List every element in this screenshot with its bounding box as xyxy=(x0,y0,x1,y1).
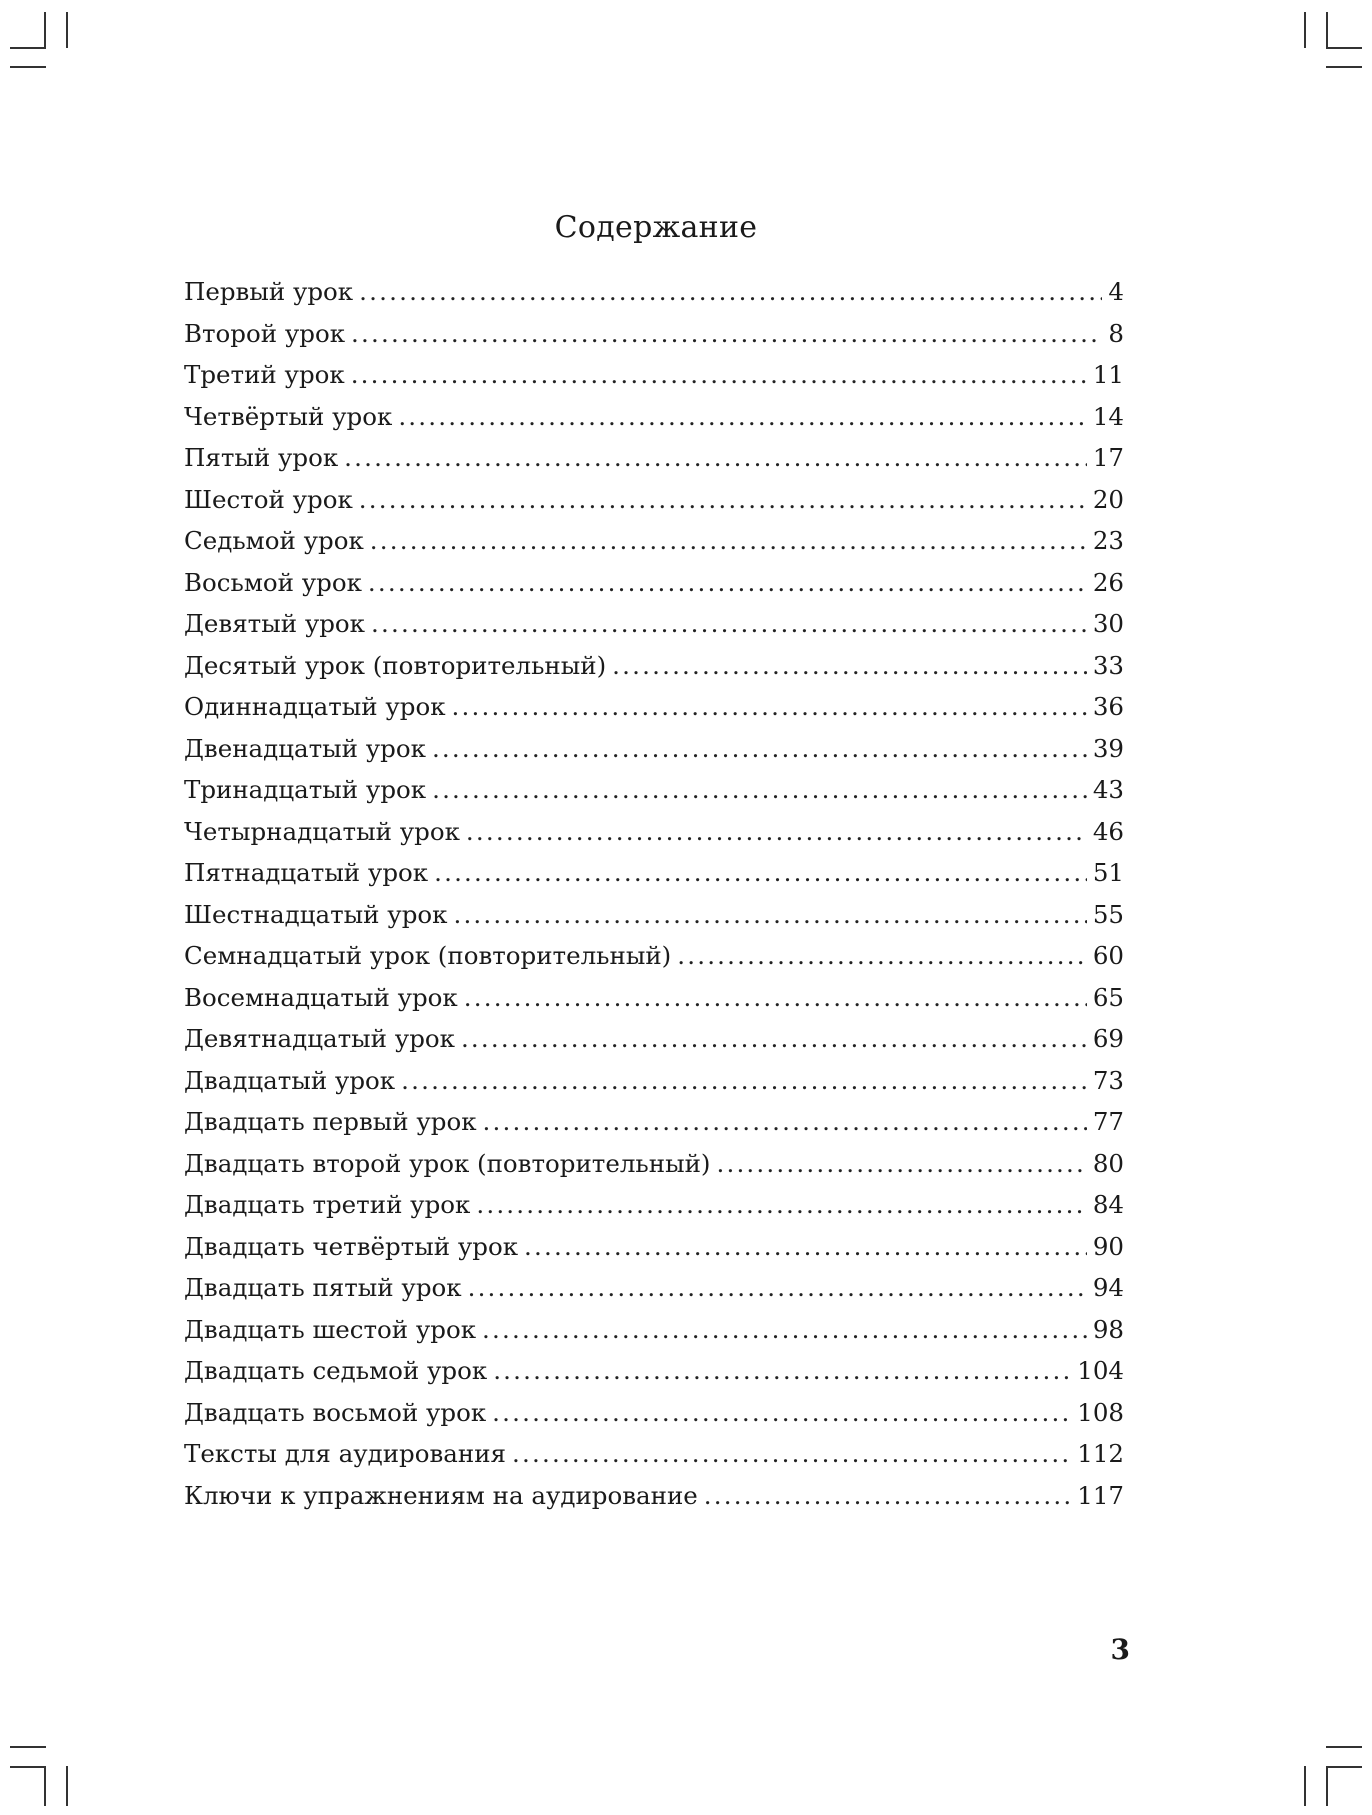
dot-leader xyxy=(524,1232,1087,1261)
crop-mark xyxy=(1326,66,1362,68)
toc-entry-title: Ключи к упражнениям на аудирование xyxy=(184,1480,698,1510)
toc-entry[interactable] xyxy=(184,1024,1124,1066)
toc-entry[interactable] xyxy=(184,609,1124,651)
toc-entry-title: Девятнадцатый урок xyxy=(184,1024,455,1053)
toc-entry-title: Десятый урок (повторительный) xyxy=(184,650,607,680)
toc-entry-page: 17 xyxy=(1092,443,1124,472)
dot-leader xyxy=(351,360,1087,389)
toc-entry-page: 112 xyxy=(1077,1439,1124,1468)
toc-entry-title: Второй урок xyxy=(184,318,346,348)
toc-entry[interactable] xyxy=(184,1149,1124,1191)
dot-leader xyxy=(432,734,1087,763)
toc-entry-page: 11 xyxy=(1092,360,1124,389)
dot-leader xyxy=(704,1481,1071,1510)
dot-leader xyxy=(493,1356,1071,1385)
crop-mark xyxy=(1304,12,1306,48)
toc-entry[interactable] xyxy=(184,983,1124,1025)
toc-entry[interactable] xyxy=(184,1356,1124,1398)
crop-mark xyxy=(66,12,68,48)
toc-entry-page: 36 xyxy=(1092,692,1124,721)
toc-entry-title: Двенадцатый урок xyxy=(184,733,426,763)
toc-entry-page: 60 xyxy=(1092,941,1124,970)
toc-entry-title: Двадцатый урок xyxy=(184,1065,396,1095)
page-title: Содержание xyxy=(554,210,758,246)
dot-leader xyxy=(370,526,1087,555)
toc-entry-title: Первый урок xyxy=(184,277,354,306)
toc-entry-title: Пятнадцатый урок xyxy=(184,858,429,887)
toc-entry[interactable] xyxy=(184,858,1124,900)
toc-entry-title: Восемнадцатый урок xyxy=(184,982,458,1012)
dot-leader xyxy=(476,1190,1086,1219)
toc-entry-page: 65 xyxy=(1092,982,1124,1012)
crop-mark xyxy=(10,66,46,68)
crop-mark xyxy=(44,1766,46,1806)
toc-entry-title: Семнадцатый урок (повторительный) xyxy=(184,941,672,970)
toc-entry[interactable] xyxy=(184,402,1124,444)
toc-entry[interactable] xyxy=(184,817,1124,859)
crop-mark xyxy=(66,1766,68,1806)
crop-mark xyxy=(1326,12,1328,48)
toc-entry-title: Тринадцатый урок xyxy=(184,775,427,804)
dot-leader xyxy=(434,858,1087,887)
toc-entry[interactable] xyxy=(184,360,1124,402)
toc-entry-title: Двадцать второй урок (повторительный) xyxy=(184,1148,711,1178)
toc-entry[interactable] xyxy=(184,734,1124,776)
dot-leader xyxy=(677,941,1087,970)
toc-entry-title: Четвёртый урок xyxy=(184,401,393,431)
crop-mark xyxy=(10,47,46,49)
toc-entry-page: 94 xyxy=(1092,1273,1124,1302)
dot-leader xyxy=(371,609,1087,638)
toc-entry-title: Двадцать шестой урок xyxy=(184,1314,477,1344)
toc-entry-title: Девятый урок xyxy=(184,609,365,638)
toc-entry[interactable] xyxy=(184,1398,1124,1440)
dot-leader xyxy=(466,817,1087,846)
toc-entry[interactable] xyxy=(184,1190,1124,1232)
toc-entry[interactable] xyxy=(184,1315,1124,1357)
toc-entry[interactable] xyxy=(184,277,1124,319)
dot-leader xyxy=(453,900,1086,929)
toc-entry-page: 80 xyxy=(1092,1148,1124,1178)
toc-entry-title: Двадцать восьмой урок xyxy=(184,1397,487,1427)
dot-leader xyxy=(461,1024,1087,1053)
toc-entry-page: 4 xyxy=(1108,277,1124,306)
toc-entry-title: Двадцать седьмой урок xyxy=(184,1356,488,1385)
dot-leader xyxy=(344,443,1087,472)
toc-entry[interactable] xyxy=(184,1107,1124,1149)
toc-entry-page: 73 xyxy=(1092,1065,1124,1095)
toc-entry-title: Одиннадцатый урок xyxy=(184,692,446,721)
toc-entry-page: 30 xyxy=(1092,609,1124,638)
toc-entry[interactable] xyxy=(184,1273,1124,1315)
toc-entry-page: 14 xyxy=(1092,401,1124,431)
toc-entry[interactable] xyxy=(184,692,1124,734)
toc-entry-page: 98 xyxy=(1092,1314,1124,1344)
table-of-contents xyxy=(184,277,1124,1522)
crop-mark xyxy=(1304,1766,1306,1806)
toc-entry-title: Двадцать четвёртый урок xyxy=(184,1231,519,1261)
toc-entry-page: 77 xyxy=(1092,1107,1124,1136)
crop-mark xyxy=(10,1746,46,1748)
dot-leader xyxy=(432,775,1087,804)
dot-leader xyxy=(368,568,1087,597)
dot-leader xyxy=(359,277,1102,306)
toc-entry-page: 46 xyxy=(1092,816,1124,846)
toc-entry-page: 104 xyxy=(1077,1356,1124,1385)
toc-entry-page: 69 xyxy=(1092,1024,1124,1053)
toc-entry-title: Третий урок xyxy=(184,360,345,389)
toc-entry-title: Тексты для аудирования xyxy=(184,1439,506,1468)
toc-entry-title: Четырнадцатый урок xyxy=(184,816,460,846)
dot-leader xyxy=(401,1066,1087,1095)
dot-leader xyxy=(492,1398,1071,1427)
dot-leader xyxy=(398,402,1087,431)
dot-leader xyxy=(612,651,1087,680)
toc-entry-title: Двадцать пятый урок xyxy=(184,1273,462,1302)
toc-entry[interactable] xyxy=(184,568,1124,610)
toc-entry[interactable] xyxy=(184,485,1124,527)
crop-mark xyxy=(10,1766,46,1768)
toc-entry-page: 26 xyxy=(1092,567,1124,597)
toc-entry-page: 90 xyxy=(1092,1231,1124,1261)
toc-entry-page: 39 xyxy=(1092,733,1124,763)
toc-entry-title: Пятый урок xyxy=(184,443,339,472)
toc-entry-page: 43 xyxy=(1092,775,1124,804)
toc-entry[interactable] xyxy=(184,775,1124,817)
toc-entry-title: Двадцать первый урок xyxy=(184,1107,477,1136)
toc-entry[interactable] xyxy=(184,941,1124,983)
toc-entry[interactable] xyxy=(184,1066,1124,1108)
dot-leader xyxy=(464,983,1087,1012)
toc-entry[interactable] xyxy=(184,526,1124,568)
crop-mark xyxy=(44,12,46,48)
toc-entry[interactable] xyxy=(184,1439,1124,1481)
dot-leader xyxy=(452,692,1087,721)
toc-entry-page: 55 xyxy=(1092,899,1124,929)
page-number: 3 xyxy=(1110,1633,1130,1666)
toc-entry-page: 8 xyxy=(1108,318,1124,348)
toc-entry-page: 20 xyxy=(1092,484,1124,514)
toc-entry[interactable] xyxy=(184,443,1124,485)
dot-leader xyxy=(351,319,1102,348)
toc-entry-title: Восьмой урок xyxy=(184,567,362,597)
crop-mark xyxy=(1326,1746,1362,1748)
toc-entry-title: Шестнадцатый урок xyxy=(184,899,448,929)
dot-leader xyxy=(482,1315,1087,1344)
toc-entry-page: 117 xyxy=(1077,1480,1124,1510)
crop-mark xyxy=(1326,47,1362,49)
crop-mark xyxy=(1326,1766,1362,1768)
dot-leader xyxy=(468,1273,1087,1302)
dot-leader xyxy=(716,1149,1086,1178)
dot-leader xyxy=(359,485,1087,514)
toc-entry[interactable] xyxy=(184,319,1124,361)
toc-entry-page: 108 xyxy=(1077,1397,1124,1427)
toc-entry[interactable] xyxy=(184,900,1124,942)
toc-entry-title: Двадцать третий урок xyxy=(184,1190,471,1219)
toc-entry[interactable] xyxy=(184,1232,1124,1274)
toc-entry-page: 84 xyxy=(1092,1190,1124,1219)
toc-entry-page: 51 xyxy=(1092,858,1124,887)
toc-entry-title: Седьмой урок xyxy=(184,526,364,555)
toc-entry[interactable] xyxy=(184,1481,1124,1523)
toc-entry-title: Шестой урок xyxy=(184,484,353,514)
toc-entry-page: 23 xyxy=(1092,526,1124,555)
dot-leader xyxy=(483,1107,1087,1136)
toc-entry-page: 33 xyxy=(1092,650,1124,680)
crop-mark xyxy=(1326,1766,1328,1806)
dot-leader xyxy=(512,1439,1071,1468)
toc-entry[interactable] xyxy=(184,651,1124,693)
